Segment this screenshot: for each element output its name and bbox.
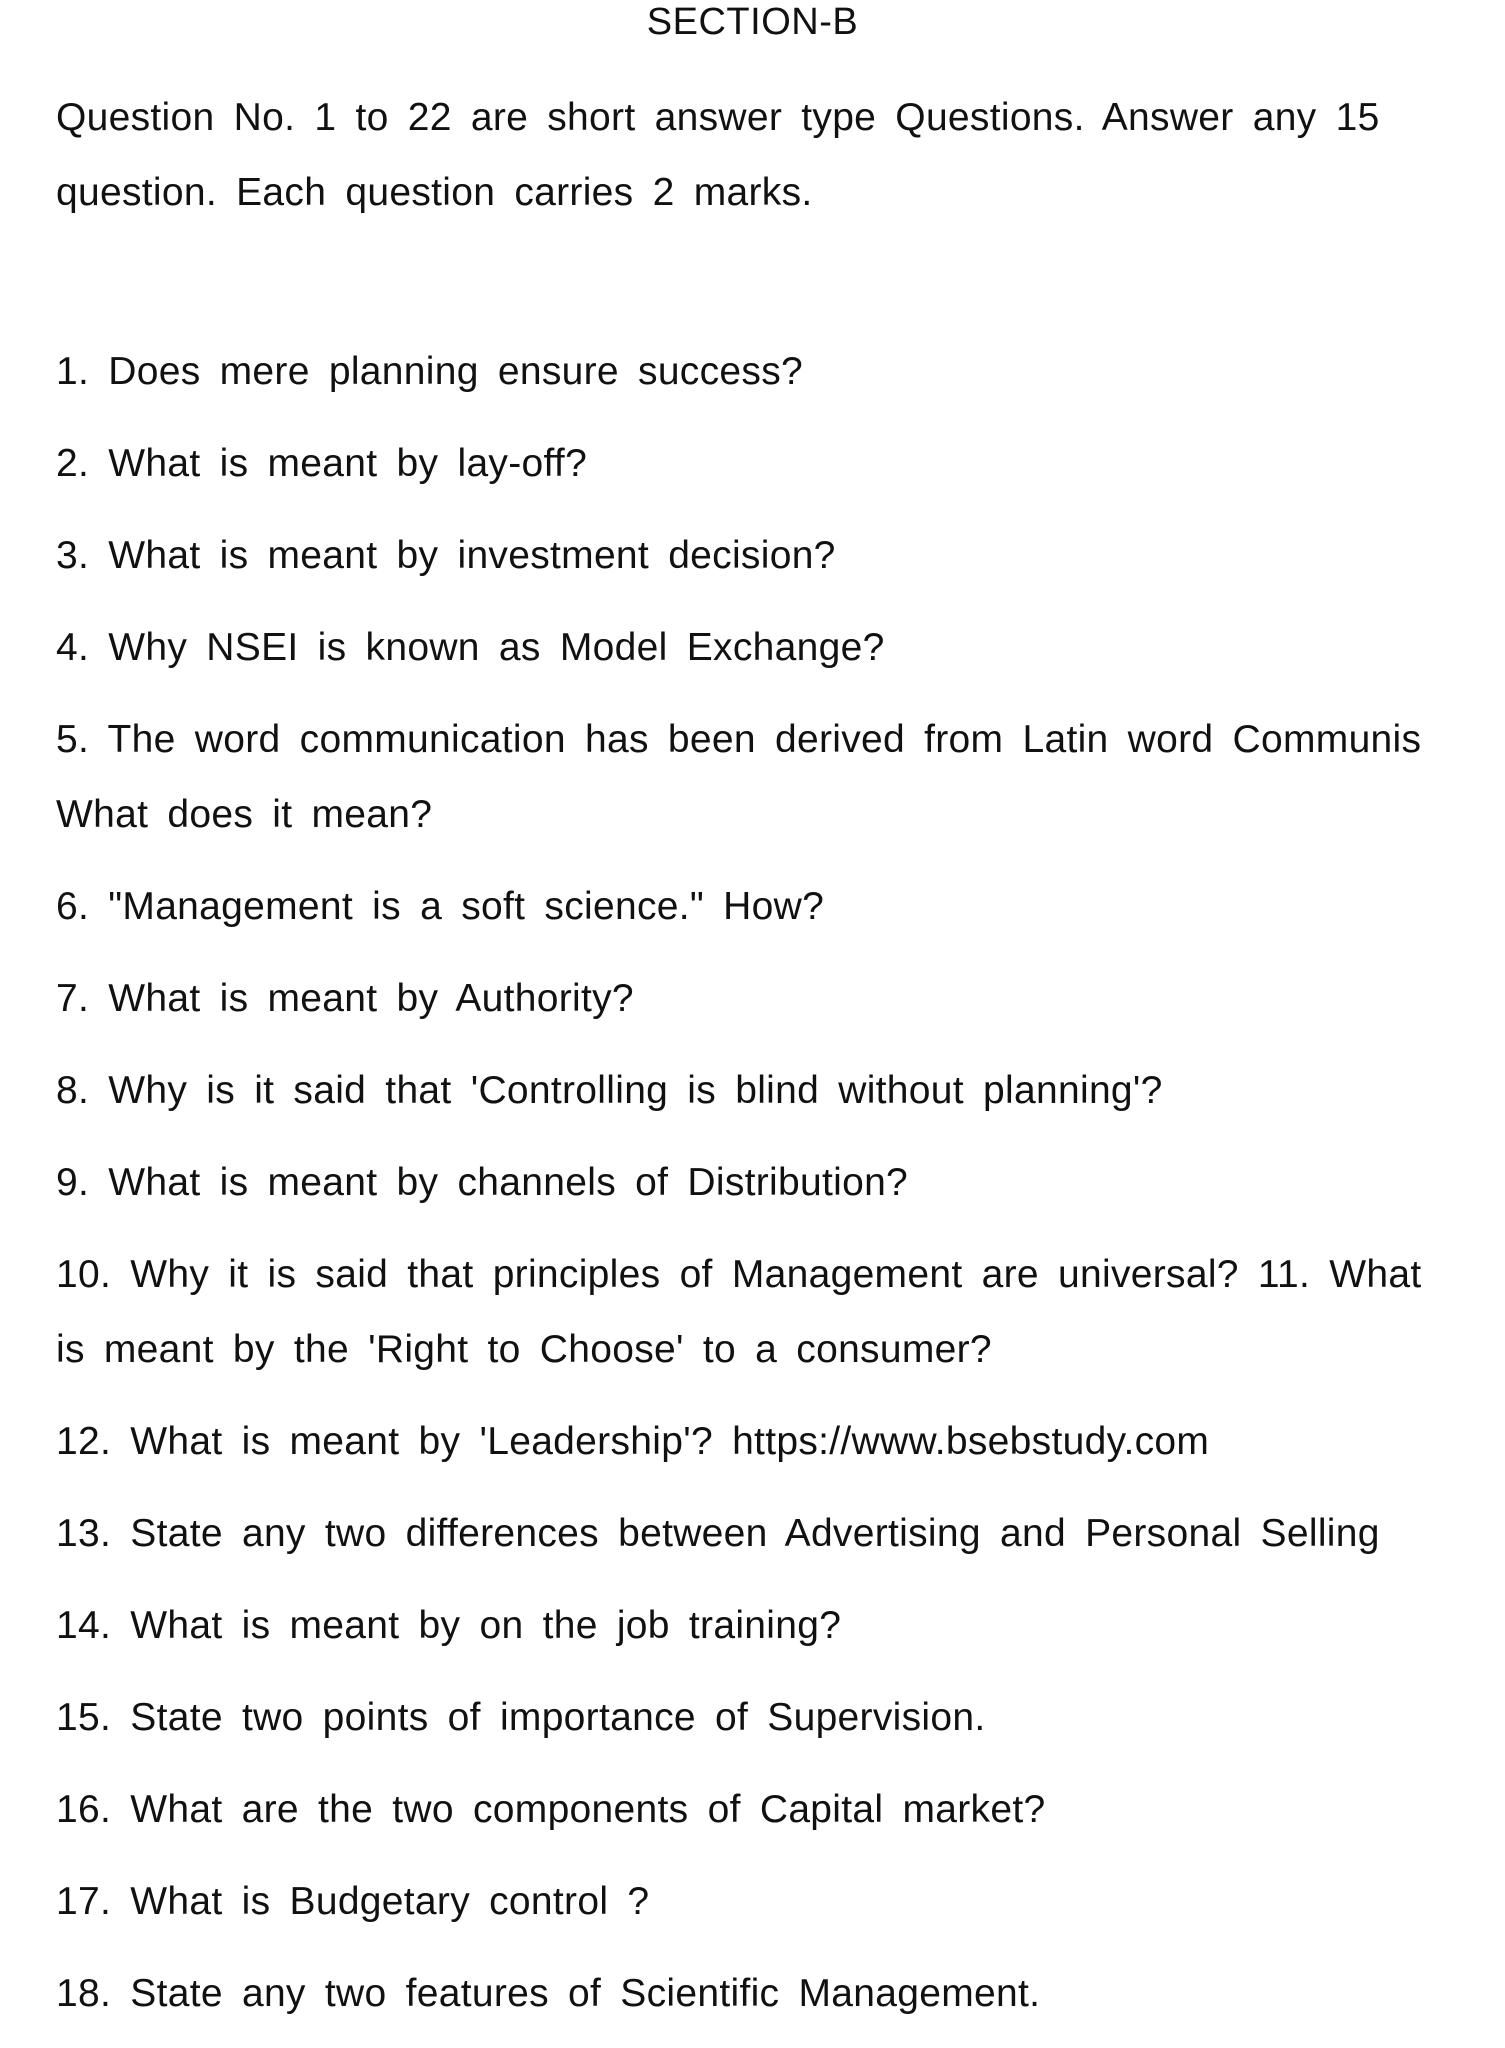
question-item: 10. Why it is said that principles of Management are universal? 11. What is meant by the 'Right to Choose' to a consumer? (56, 1253, 1422, 1371)
question-item: 12. What is meant by 'Leadership'? https://www.bsebstudy.com (56, 1420, 1210, 1463)
question-item: 18. State any two features of Scientific Management. (56, 1972, 1041, 2015)
question-item: 6. "Management is a soft science." How? (56, 885, 825, 928)
question-item: 5. The word communication has been derived from Latin word Communis What does it mean? (56, 718, 1422, 836)
question-item: 14. What is meant by on the job training? (56, 1604, 842, 1647)
question-item: 16. What are the two components of Capital market? (56, 1788, 1046, 1831)
section-title: SECTION-B (646, 1, 859, 43)
instructions-paragraph: Question No. 1 to 22 are short answer type Questions. Answer any 15 question. Each question carries 2 marks. (56, 96, 1380, 214)
question-item: 17. What is Budgetary control ? (56, 1880, 650, 1923)
question-item: 2. What is meant by lay-off? (56, 442, 588, 485)
question-item: 13. State any two differences between Advertising and Personal Selling (56, 1512, 1380, 1555)
question-item: 15. State two points of importance of Supervision. (56, 1696, 986, 1739)
question-item: 4. Why NSEI is known as Model Exchange? (56, 626, 885, 669)
question-item: 9. What is meant by channels of Distribution? (56, 1161, 909, 1204)
question-item: 7. What is meant by Authority? (56, 977, 634, 1020)
question-item: 3. What is meant by investment decision? (56, 534, 836, 577)
question-item: 1. Does mere planning ensure success? (56, 350, 803, 393)
question-list (56, 334, 1456, 2048)
question-item: 8. Why is it said that 'Controlling is blind without planning'? (56, 1069, 1163, 1112)
